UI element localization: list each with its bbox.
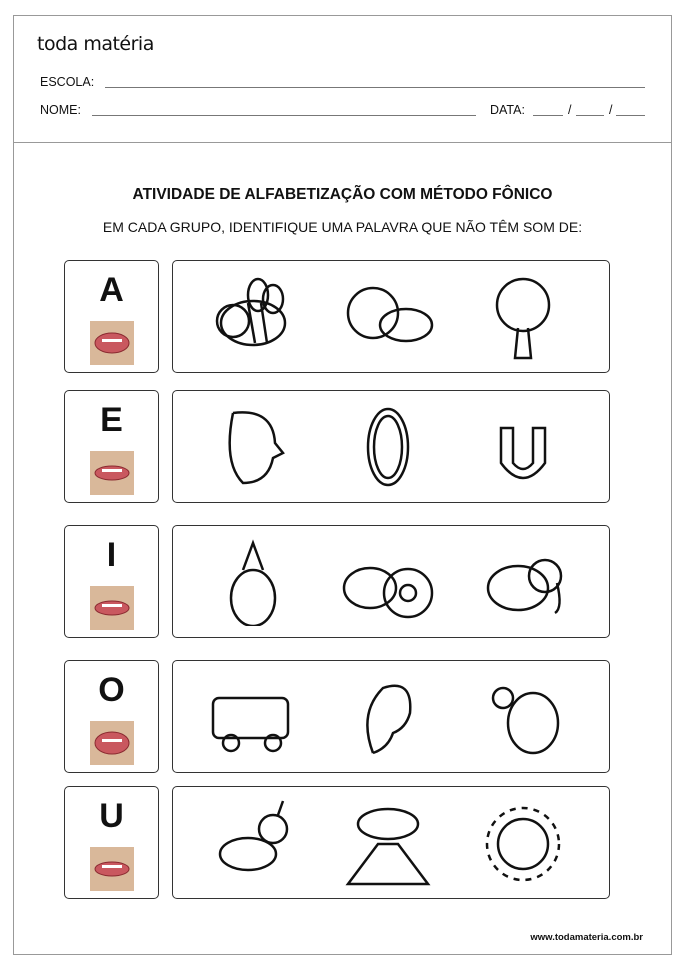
date-day-line[interactable] bbox=[533, 115, 563, 116]
bee-icon[interactable] bbox=[203, 273, 303, 361]
unicorn-icon[interactable] bbox=[203, 799, 303, 887]
vowel-letter: U bbox=[99, 797, 124, 835]
vowel-letter: O bbox=[98, 671, 125, 709]
mouth-icon bbox=[90, 721, 134, 765]
letter-box-u bbox=[64, 786, 159, 899]
pictures-box bbox=[172, 660, 610, 773]
letter-box-o bbox=[64, 660, 159, 773]
tree-icon[interactable] bbox=[473, 273, 573, 361]
woman-icon[interactable] bbox=[203, 403, 303, 491]
date-year-line[interactable] bbox=[616, 115, 645, 116]
magnet-icon[interactable] bbox=[473, 403, 573, 491]
school-label: ESCOLA: bbox=[40, 75, 95, 89]
name-label: NOME: bbox=[40, 103, 81, 117]
date-label: DATA: bbox=[490, 103, 525, 117]
pictures-box bbox=[172, 525, 610, 638]
sun-icon[interactable] bbox=[473, 799, 573, 887]
footer-url: www.todamateria.com.br bbox=[530, 932, 643, 943]
date-separator: / bbox=[568, 103, 572, 117]
pictures-box bbox=[172, 260, 610, 373]
header-divider bbox=[13, 142, 672, 143]
letter-box-e bbox=[64, 390, 159, 503]
vowel-letter: I bbox=[106, 536, 117, 574]
elephant-icon[interactable] bbox=[473, 538, 573, 626]
date-separator: / bbox=[609, 103, 613, 117]
vowel-letter: A bbox=[99, 271, 124, 309]
letter-box-i bbox=[64, 525, 159, 638]
mouth-icon bbox=[90, 451, 134, 495]
pictures-box bbox=[172, 786, 610, 899]
ear-icon[interactable] bbox=[338, 673, 438, 761]
kiwi-icon[interactable] bbox=[338, 538, 438, 626]
mouth-icon bbox=[90, 847, 134, 891]
mirror-icon[interactable] bbox=[338, 403, 438, 491]
mouth-icon bbox=[90, 586, 134, 630]
pictures-box bbox=[172, 390, 610, 503]
vulture-icon[interactable] bbox=[473, 673, 573, 761]
name-input-line[interactable] bbox=[92, 115, 476, 116]
letter-box-a bbox=[64, 260, 159, 373]
bus-icon[interactable] bbox=[203, 673, 303, 761]
activity-instructions: EM CADA GRUPO, IDENTIFIQUE UMA PALAVRA QUE NÃO TÊM SOM DE: bbox=[102, 219, 583, 235]
activity-title: ATIVIDADE DE ALFABETIZAÇÃO COM MÉTODO FÔNICO bbox=[132, 186, 553, 203]
school-input-line[interactable] bbox=[105, 87, 645, 88]
baby-icon[interactable] bbox=[338, 273, 438, 361]
mouth-icon bbox=[90, 321, 134, 365]
volcano-icon[interactable] bbox=[338, 799, 438, 887]
logo: toda matéria bbox=[37, 33, 154, 55]
date-month-line[interactable] bbox=[576, 115, 604, 116]
pineapple-icon[interactable] bbox=[203, 538, 303, 626]
vowel-letter: E bbox=[100, 401, 123, 439]
